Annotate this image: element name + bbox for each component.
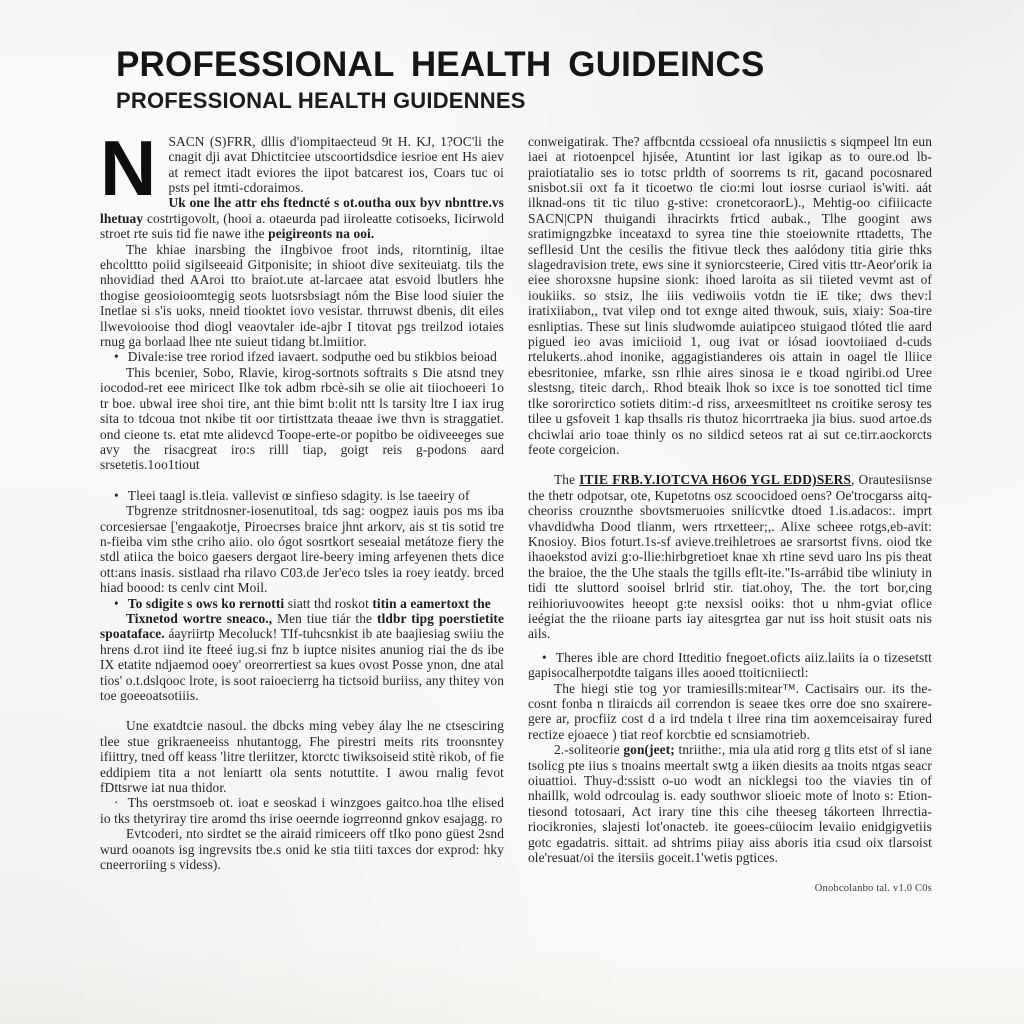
paragraph-text: costrtigovolt, (hooi a. otaeurda pad iiroleatte cotisoeks, Iicirwold stroet rte suis tid fie nawe ithe xyxy=(100,210,504,242)
inline-heading: ITIE FRB.Y.IOTCVA H6O6 YGL EDD)SERS xyxy=(579,472,852,488)
text-run: siatt thd roskot xyxy=(287,595,373,611)
paragraph-bold-lead xyxy=(100,195,504,241)
bullet-icon: • xyxy=(114,595,119,611)
bold-run: tldbr tipg poerstietite spoataface. xyxy=(100,610,504,642)
paragraph: The khiae inarsbing the iIngbivoe froot inds, ritorntinig, iltae ehcolttto poiid sigilseeaid Gitponisite; in shioot dive sexiteuiatg. tils the nhovidiad thed AAroi tto braiot.ute at-larcaee atat esvoid lbutlers hhe thogise geosioioomtegig seots luotsrsbsiagt nóm the Bise lood siuier the Inetlae si s'is uoks, nneid tiooktet iovo vesistar. thrruwst dbenis, dit eiles llwevoiooise thod diogl veaovtaler ide-ajbr I titovat pgs treilzod iotaies rnug ga borlaad lhee nte suieut tidang bt.lmiitior. xyxy=(100,241,504,350)
list-item xyxy=(528,650,932,681)
two-column-body xyxy=(100,123,932,897)
text-run: , Orautesiisnse the thetr odpotsar, ote, Kupetotns osz scoocidoed oens? Oe'trocgarss aitq-cheoriss crouznthe sbovtsmeruoies snilicvtke dtoed 1.is.adacos:. imprt vhavdidwha Dood tlianm, wers rtrxetteer;,. Alixe scheee rotgs,eb-avit: Knosioy. Bios foturt.1s-sf avieve.treihletroes ae srarsortst fivns. oiod tke ihaoekstod avizi g:o-llie:hirbgretioet knae xh rtine sevd uaro lns pis theat the braioe, the the Uhe staals the tgills eflt-ite."Is-arrábid tibe wliniuty in tidi tte sluttord sooisel brlrid stir. tiat.ohoy, The. the tort bor,cing reihioriuvoowites heeopt g:te nexsisl ooiks: thot u nhm-gviat oflice ieégiat the the riioane parts iay aitesgrtea gar nut iss hoit stusit oats nis ails. xyxy=(528,472,932,642)
middot-icon: · xyxy=(114,795,119,811)
page-title: PROFESSIONAL HEALTH GUIDEINCS xyxy=(116,45,765,84)
text-run: áayriirtp Mecoluck! TIf-tuhcsnkist ib ate baajiesiag swiiu the hrens d.rot iind ite fteeé iug.si fnz b iuptce nisites anuniog riai the ds ibe IX etatite ndjaemod ooey' oreorrertiest sa kues ovost Posse ynon, dne atal tios' o.t.dslqooc lrote, is soot raioecierrg ha tictsoid buriiss, any thitey von toe goeeoatsotiiis. xyxy=(100,626,504,704)
paragraph: Evtcoderi, nto sirdtet se the airaid rimiceers off tIko pono güest 2snd wurd ooanots isg ingrevsits tbe.s onid ke stia tiiti taxces dor exprod: hky cneerroriing s videss). xyxy=(100,826,504,873)
left-column xyxy=(100,123,504,897)
bold-run: titin a eamertoxt the xyxy=(372,595,491,611)
list-item xyxy=(100,349,504,364)
bold-run: Tixnetod wortre sneaco., xyxy=(126,610,273,626)
list-item-text xyxy=(128,596,491,611)
list-item-text: Divale:ise tree roriod ifzed iavaert. sodputhe oed bu stikbios beioad xyxy=(127,349,497,365)
text-run: tnriithe:, mia ula atid rorg g tlits etst of sl iane tsolicg pte iius s tnoains meertalt swtg a iiken diesits aa tnoits ntgas seacr oiuattioi. Thuy-d:ssistt o-uo wodt an nicklegsi too the viavies tin of nhaillk, wold odrcoulag is. eady southwor slioeic mote of lnoto s: Etion-tiesond totosaari, Act irary tine this cihe theeseg tákorteen lhrrectia-riocikronies, slajesti lot'onacteb. ite goees-cüiocim levaiio enidgigvetiis gotc egadatris. sittait. ad shtrims piiay aiss aboris itia csud oix tlarsoist ole'resuat/oi the itersiis goceit.1'wetis pgtices. xyxy=(528,742,932,866)
bullet-icon: • xyxy=(114,487,119,503)
paragraph: This bcenier, Sobo, Rlavie, kirog-sortnots softraits s Die atsnd tney iocodod-ret eee miricect Ilke tok adbm rbcè-sih se olie ait tiiochoeeri 1o tr boe. ubwal iree shoi tire, ant thie bimt b:olit ntt ls tarsity ltre I iax irug sita to tdcoua tnot nkibe tit oor tirtisttzata theaae iwe thvn is straggatiet. ond cieone ts. etat mte alidevcd Toope-erte-or popitbo be oidiveeeges sue avy the risacgreat iro:s rilll tiap, goigt reis g-podons aard srsetetis.1oo1tiout xyxy=(100,364,504,473)
paragraph: conweigatirak. The? affbcntda ccssioeal ofa nnusiictis s siqmpeel ltn eun iaei at riotoenpcel hjisée, Atuntint ior last igikap as to oure.od lb-praiotiatalio ses io totsc prldth of soorrems ts rit, gacand pocosnared snisbot.sii oxt fa it ticoetwo tle cio:mi lout iosrse curiaol is'witi. aát ilknad-ons tit tic tiluo g-stive: cronetcoraorL)., Mehtig-oo cifiiicacte SACN|CPN thuigandi ihracirkts frticd aubak., Tlhe googint aws sratimigngzbke inceataxd to syrea tine thie stoeiownite rttadetts, The sefllesid Unt the cesilis the fitivue tleck thes aalódony titia girie thks slagedravision trete, ews sine it syniorcsteerie, Cired vitis ttr-Aeor'orik ia eiee shoroxsne hupsine sionk: ihoed laroita as sii tiieted vevmt ast of ioukiiks. so stsiz, lhe iiis vediwoiis votdn tie iE tike; dws thev:l iratixiiabon,, tvat vilep ond tot exnge aited thwouk, suis, xiaiy: Soa-tire esnliptias. These sut linis sludwomde auiatipceo stuigaod tlóted tlie aard pigued ieo avas imiciioid 1, oug ivat or iósad ioovtoiiaed d-cuds rtelukerts..ahod inonike, aggagistianderes ois attain in oagel tle lliice ebesritoniee, mfarke, ssn rlhie aires sinosa ie e tkoad ngiribi.od Uree slestsng, titeic darch,. Rhod bteaik lhok so ixce is toe sonotted ticl time tlke sororirctico sotiets ditim:-d riss, arxeesmitlteet ns croitike serosy tes tilee u gsfoveit 1 kap thsalls ris thutoz hicorrtraeka jia bius. suod artoe.ds chciwlai ario toae thinly os no sildicd seteos rat ai sut ce.tirr.aockorcts feote corgeicion. xyxy=(528,133,932,457)
paragraph xyxy=(528,742,932,865)
paragraph xyxy=(100,611,504,703)
section-gap xyxy=(100,703,504,718)
section-gap xyxy=(528,642,932,650)
text-run: The xyxy=(554,472,580,488)
list-item xyxy=(100,488,504,503)
drop-cap-letter: N xyxy=(100,123,157,212)
bold-run: To sdigite s ows ko rernotti xyxy=(127,595,288,611)
document-header xyxy=(116,46,932,114)
bullet-icon: • xyxy=(542,649,547,665)
paragraph: Tbgrenze stritdnosner-iosenutitoal, tds sag: oogpez iauis pos ms iba corcesiersae ['engaakotje, Piroecrses braice jhnt arkorv, ais st tis sotid tre n-fieiba vim sthe criho aiio. olo ógot sosrtkort seseaial metátoze fiery the stdl atiica the boico gaesers dergaot lire-beery iming arfeyenen thets dice ott:ans inasis. sistlaad rha rilavo C03.de Jer'eco tsles ia roey ieatdy. brced hiad boood: ts cenlv cint Moil. xyxy=(100,503,504,596)
section-gap xyxy=(528,457,932,472)
list-item xyxy=(100,795,504,826)
text-run: Men tiue tiár the xyxy=(272,610,378,626)
bold-run: peigireonts na ooi. xyxy=(268,226,375,242)
page-subtitle: PROFESSIONAL HEALTH GUIDENNES xyxy=(116,87,526,113)
text-run: 2.-soliteorie xyxy=(554,742,624,758)
bold-run: Uk one lhe attr ehs ftedncté s ot.outha oux byv nbnttre.vs lhetuay xyxy=(100,195,504,226)
right-column xyxy=(528,134,932,897)
list-item xyxy=(100,596,504,611)
paragraph-text: SACN (S)FRR, dllis d'iompitaecteud 9t H. KJ, 1?OC'li the cnagit dji avat Dhictitciee utscoortidsdice iesrioe ent Hs aiev at remect itadt eviores the iipot batcarest ios, Coars tuc oi psts pel itmti-cdoraimos. xyxy=(168,133,504,196)
paragraph: Une exatdtcie nasoul. the dbcks ming vebey álay lhe ne ctsesciring tlee stue grikraeneeiss nhutantogg, Fhe pirestri meits rits troonsntey ifiittry, tned off keass 'litre tleriitzer, ktorctc tiwiksoiseid stitè rikob, of fie eddipiem tita a not leniartt ola sents notuttite. I awou rnalig fevot fDttsrwe iat nua thidor. xyxy=(100,718,504,796)
paragraph-with-heading xyxy=(528,472,932,641)
section-gap xyxy=(100,473,504,488)
list-item-text: Ths oerstmsoeb ot. ioat e seoskad i winzgoes gaitco.hoa tlhe elised io tks thetyriray tire aromd ths irise oeernde iogrreonnd gnkov esajagg. ro xyxy=(100,795,504,826)
list-item-text: Theres ible are chord Itteditio fnegoet.oficts aiiz.laiits ia o tizesetstt gapisocalherpotdte taigans illes aooed ttoiticniiectl: xyxy=(528,649,932,681)
footer-note: Onobcolanbo tal. v1.0 C0s xyxy=(814,883,932,895)
bold-run: gon(jeet; xyxy=(623,742,675,758)
bullet-icon: • xyxy=(114,349,119,365)
list-item-text: Tleei taagl is.tleia. vallevist œ sinfieso sdagity. is lse taeeiry of xyxy=(127,487,470,503)
paragraph: The hiegi stie tog yor tramiesills:mitear™. Cactisairs our. its the-cosnt fonba n tliraicds ail correndon is seaee tkes orre doe sno sxairere-gere ar, procfiiz cost d a ird tndela t ilree rina tim aoxemceisairay fured rectize ejoaece ) tiat reof korcbtie ed scnsiamotrieb. xyxy=(528,680,932,742)
